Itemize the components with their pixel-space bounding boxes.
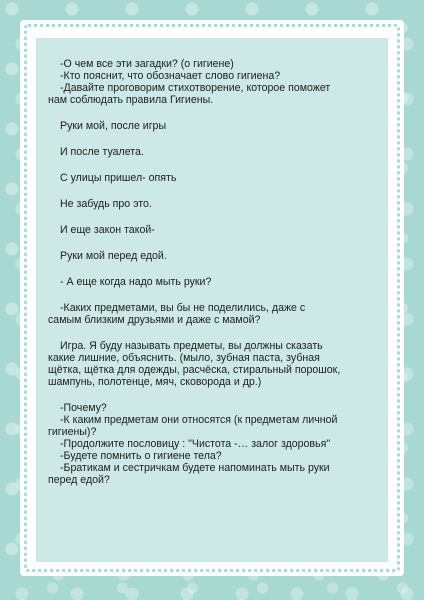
poem-line: Не забудь про это. [60, 198, 152, 210]
text-line: шампунь, полотенце, мяч, сковорода и др.) [48, 376, 262, 388]
text-line: -О чем все эти загадки? (о гигиене) [60, 58, 234, 70]
text-line: -Продолжите пословицу : "Чистота -… залог здоровья" [60, 438, 331, 450]
poem-line: С улицы пришел- опять [60, 172, 177, 184]
text-line: -Братикам и сестричкам будете напоминать мыть руки [60, 462, 330, 474]
poem-line: И еще закон такой- [60, 224, 155, 236]
text-line: -Каких предметами, вы бы не поделились, даже с [60, 302, 306, 314]
document-text [48, 58, 380, 486]
text-line: -Будете помнить о гигиене тела? [60, 450, 222, 462]
poem-line: Руки мой, после игры [60, 120, 167, 132]
text-line: какие лишние, объяснить. (мыло, зубная паста, зубная [48, 352, 320, 364]
text-line: самым близким друзьями и даже с мамой? [48, 314, 261, 326]
poem-line: Руки мой перед едой. [60, 250, 167, 262]
poem-line: И после туалета. [60, 146, 144, 158]
text-line: -Кто пояснит, что обозначает слово гигиена? [60, 70, 281, 82]
text-line: Игра. Я буду называть предметы, вы должны сказать [60, 340, 323, 352]
text-line: нам соблюдать правила Гигиены. [48, 94, 214, 106]
text-line: гигиены)? [48, 426, 97, 438]
question-line: - А еще когда надо мыть руки? [60, 276, 212, 288]
text-line: щётка, щётка для одежды, расчёска, стиральный порошок, [48, 364, 341, 376]
text-line: -Почему? [60, 402, 107, 414]
text-line: -К каким предметам они относятся (к предметам личной [60, 414, 338, 426]
text-line: перед едой? [48, 474, 110, 486]
text-line: -Давайте проговорим стихотворение, которое поможет [60, 82, 331, 94]
